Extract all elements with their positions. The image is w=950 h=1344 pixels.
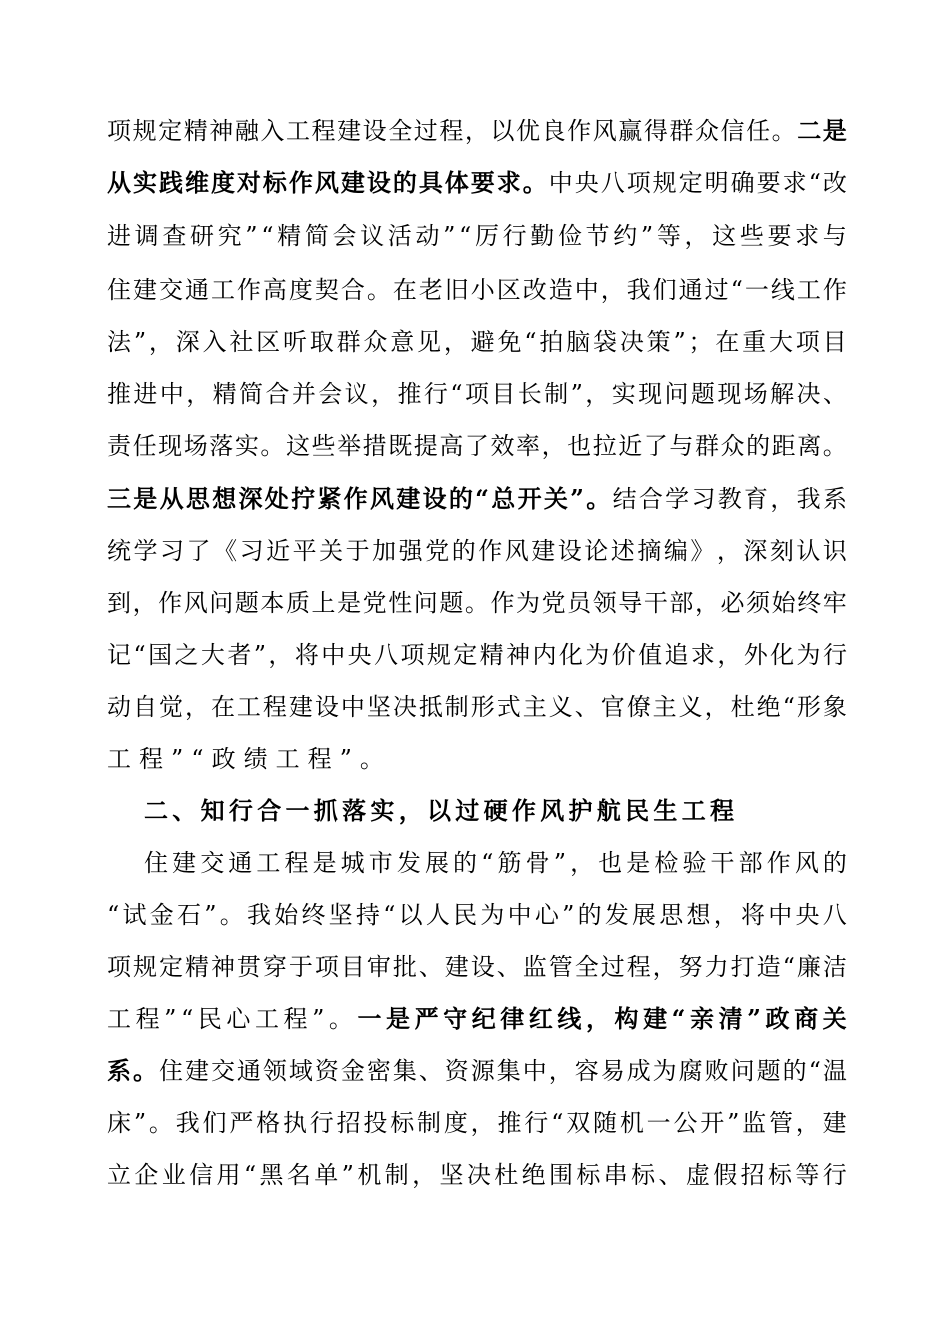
text-line: 从 实 践 维 度 对 标 作 风 建 设 的 具 体 要 求 。 中 央 八 项 规 定 明 确 要 求 “ 改 [107, 168, 847, 197]
text-line: 工 程 ” “ 政 绩 工 程 ” 。 [107, 745, 392, 773]
text-line: 推 进 中 ， 精 简 合 并 会 议 ， 推 行 “ 项 目 长 制 ” ， 实 现 问 题 现 场 解 决 、 [107, 380, 847, 408]
text-line: 责 任 现 场 落 实 。 这 些 举 措 既 提 高 了 效 率 ， 也 拉 近 了 与 群 众 的 距 离 。 [107, 432, 847, 460]
text-line: 记 “ 国 之 大 者 ” ， 将 中 央 八 项 规 定 精 神 内 化 为 价 值 追 求 ， 外 化 为 行 [107, 641, 847, 669]
text-line: 立 企 业 信 用 “ 黑 名 单 ” 机 制 ， 坚 决 杜 绝 围 标 串 标 、 虚 假 招 标 等 行 [107, 1161, 847, 1189]
text-line: 项 规 定 精 神 融 入 工 程 建 设 全 过 程 ， 以 优 良 作 风 赢 得 群 众 信 任 。 二 是 [107, 116, 847, 145]
text-line: 住 建 交 通 工 程 是 城 市 发 展 的 “ 筋 骨 ” ， 也 是 检 验 干 部 作 风 的 [144, 849, 847, 877]
text-line: 系 。 住 建 交 通 领 域 资 金 密 集 、 资 源 集 中 ， 容 易 成 为 腐 败 问 题 的 “ 温 [107, 1056, 847, 1085]
section-heading: 二、知行合一抓落实，以过硬作风护航民生工程 [144, 796, 739, 825]
text-line: 项 规 定 精 神 贯 穿 于 项 目 审 批 、 建 设 、 监 管 全 过 程 ， 努 力 打 造 “ 廉 洁 [107, 953, 847, 981]
text-line: 到 ， 作 风 问 题 本 质 上 是 党 性 问 题 。 作 为 党 员 领 导 干 部 ， 必 须 始 终 牢 [107, 589, 847, 617]
text-line: 工 程 ” “ 民 心 工 程 ” 。 一 是 严 守 纪 律 红 线 ， 构 建 “ 亲 清 ” 政 商 关 [107, 1004, 847, 1033]
text-line: 三 是 从 思 想 深 处 拧 紧 作 风 建 设 的 “ 总 开 关 ” 。 结 合 学 习 教 育 ， 我 系 [107, 484, 847, 513]
text-line: 法 ” ， 深 入 社 区 听 取 群 众 意 见 ， 避 免 “ 拍 脑 袋 决 策 ” ； 在 重 大 项 目 [107, 328, 847, 356]
text-line: 动 自 觉 ， 在 工 程 建 设 中 坚 决 抵 制 形 式 主 义 、 官 僚 主 义 ， 杜 绝 “ 形 象 [107, 693, 847, 721]
text-line: 进 调 查 研 究 ” “ 精 简 会 议 活 动 ” “ 厉 行 勤 俭 节 约 ” 等 ， 这 些 要 求 与 [107, 222, 847, 250]
text-line: 住 建 交 通 工 作 高 度 契 合 。 在 老 旧 小 区 改 造 中 ， 我 们 通 过 “ 一 线 工 作 [107, 276, 847, 304]
text-line: “ 试 金 石 ” 。 我 始 终 坚 持 “ 以 人 民 为 中 心 ” 的 发 展 思 想 ， 将 中 央 八 [107, 901, 847, 929]
text-line: 统 学 习 了 《 习 近 平 关 于 加 强 党 的 作 风 建 设 论 述 摘 编 》 ， 深 刻 认 识 [107, 537, 847, 565]
text-line: 床 ” 。 我 们 严 格 执 行 招 投 标 制 度 ， 推 行 “ 双 随 机 一 公 开 ” 监 管 ， 建 [107, 1109, 847, 1137]
